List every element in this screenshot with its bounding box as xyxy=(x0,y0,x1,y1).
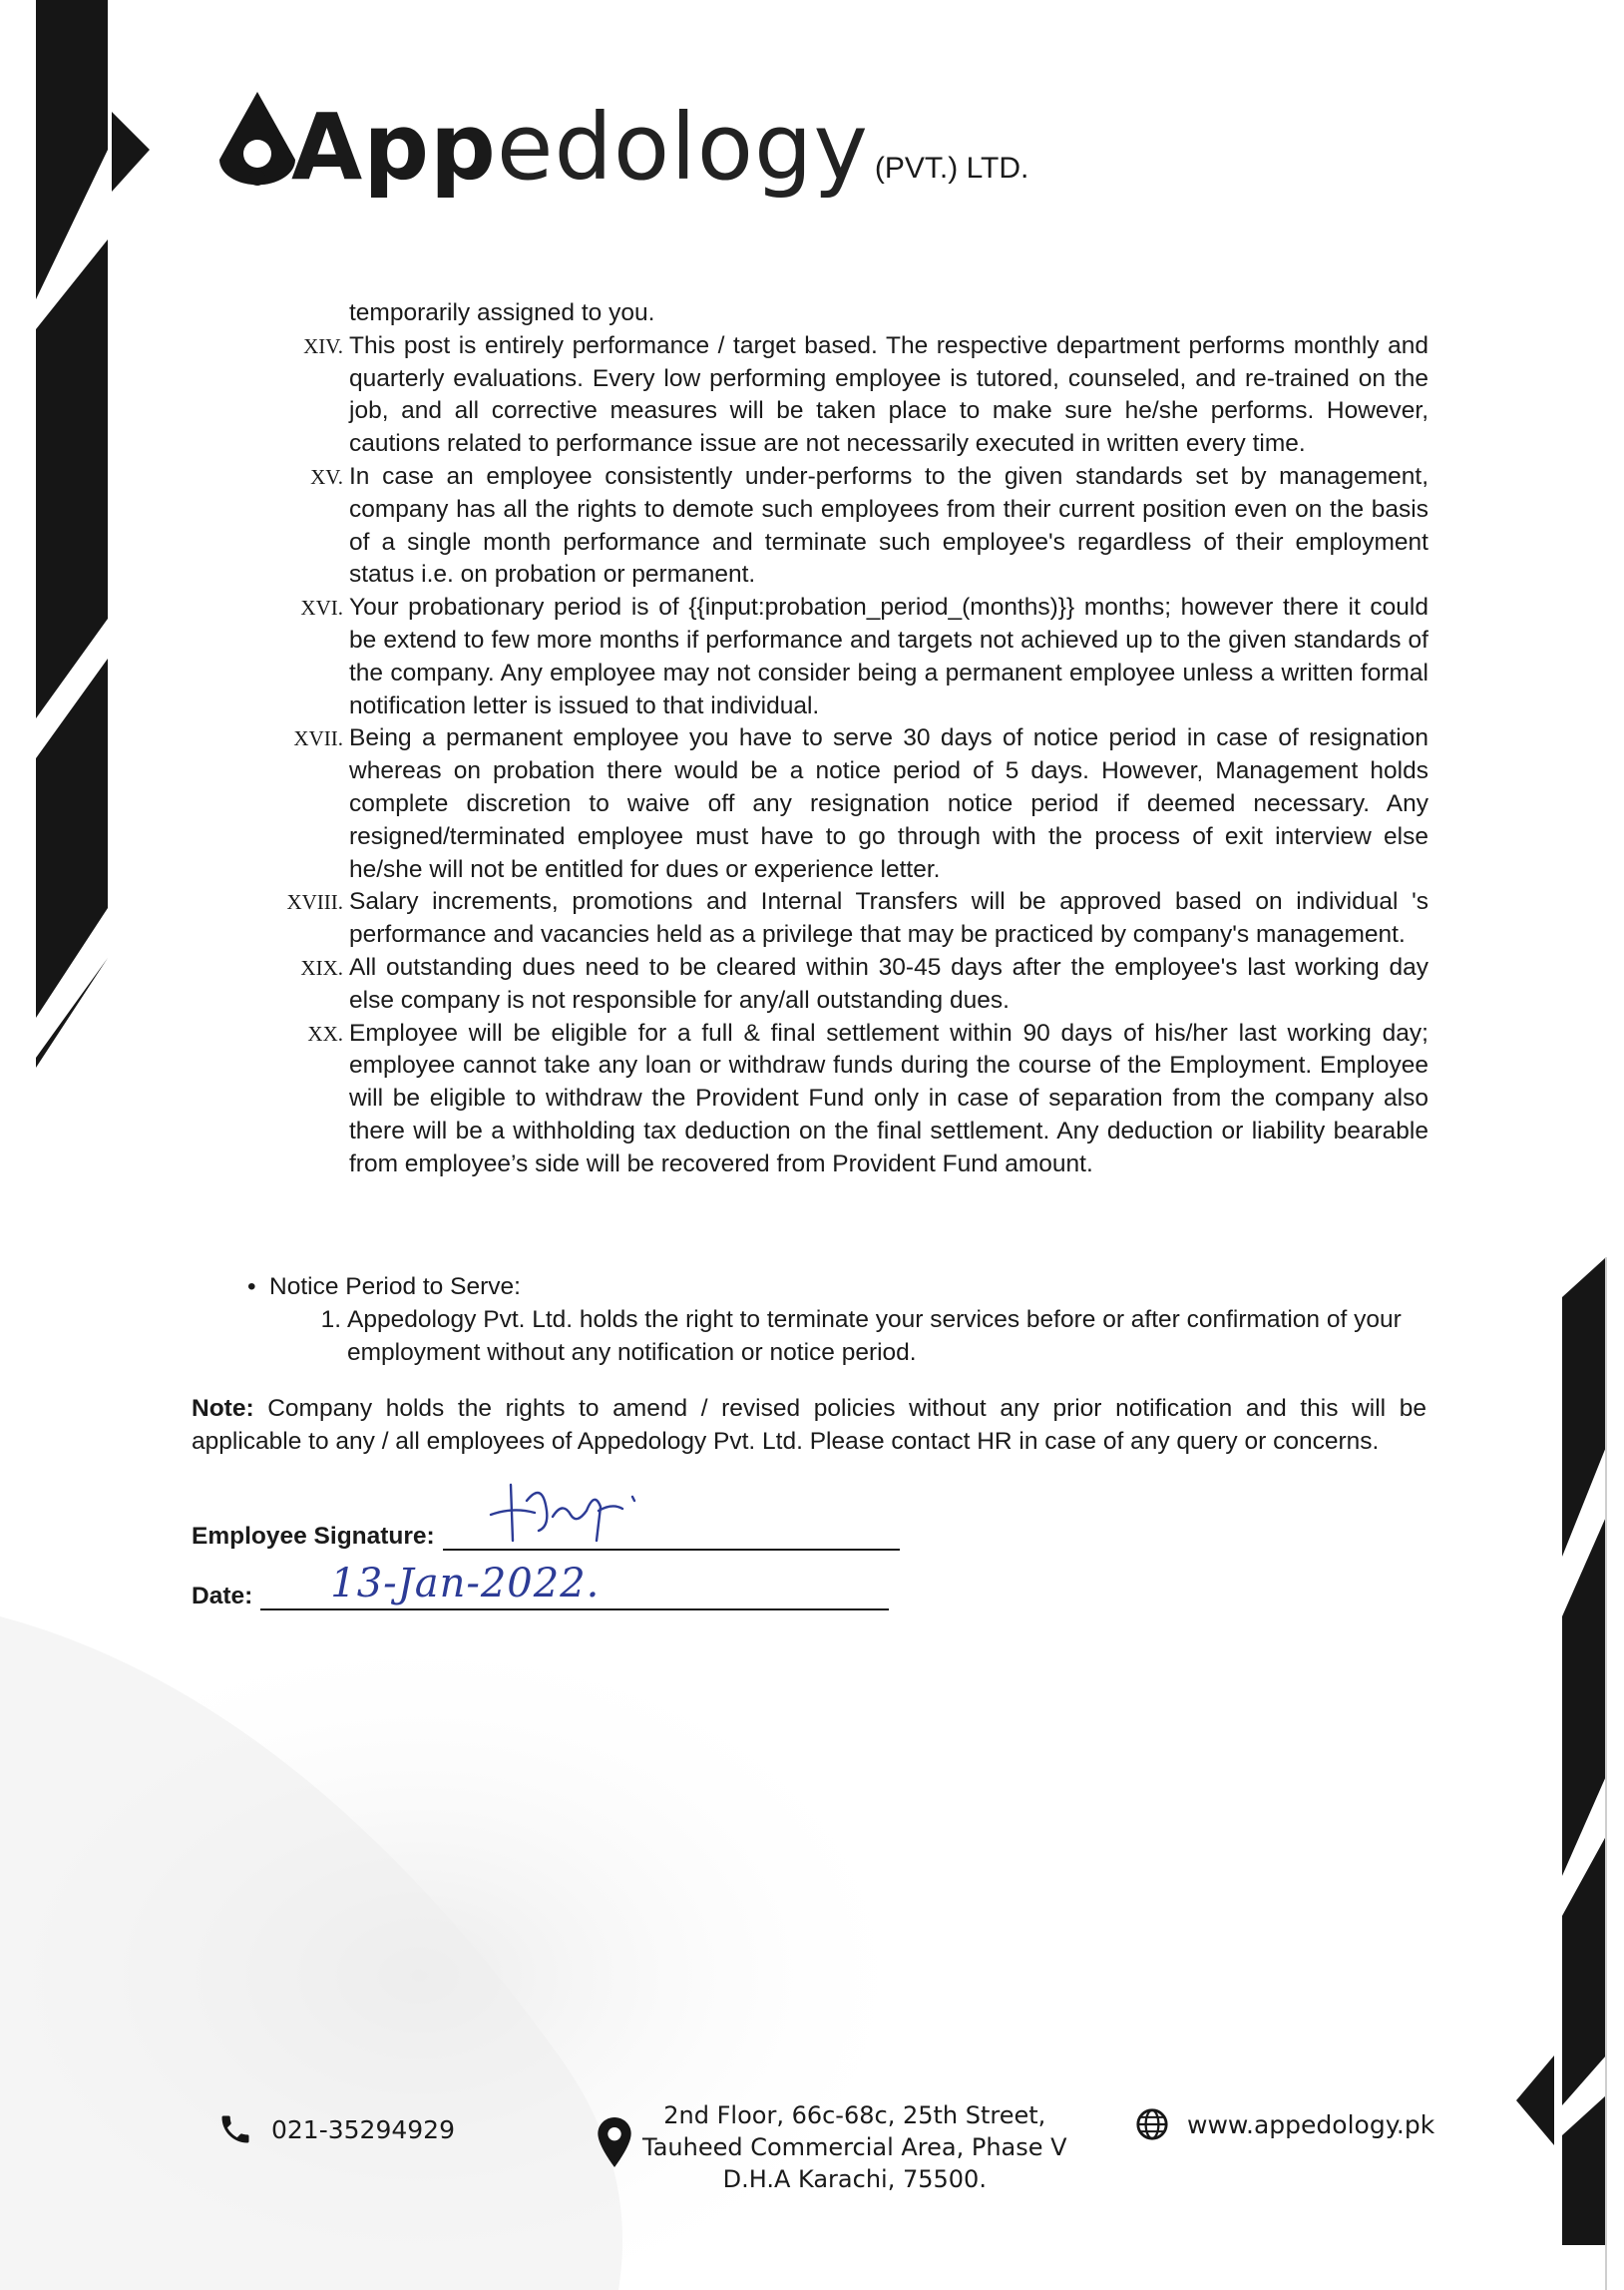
notice-item-text: Appedology Pvt. Ltd. holds the right to terminate your services before or after confirmation of your employment without any notification or notice period. xyxy=(347,1306,1402,1366)
logo-suffix: (PVT.) LTD. xyxy=(874,152,1029,185)
company-logo xyxy=(217,88,1029,201)
globe-icon xyxy=(1135,2107,1169,2141)
clause-list xyxy=(192,297,1428,1181)
clause-item xyxy=(192,722,1428,886)
right-bar-stripe-3 xyxy=(1562,1836,1606,2105)
clause-text: This post is entirely performance / target based. The respective department performs monthly and quarterly evaluations. Every low performing employee is tutored, counseled, and re-trained on the job, and all corrective measures will be taken place to make sure he/she performs. However, cautions related to performance issue are not necessarily executed in written every time. xyxy=(349,331,1428,458)
left-bar-stripe-2 xyxy=(36,659,108,1018)
clause-text: All outstanding dues need to be cleared within 30-45 days after the employee's last working day else company is not responsible for any/all outstanding dues. xyxy=(349,953,1428,1014)
logo-wordmark-thin: edology xyxy=(496,94,869,201)
clause-text: In case an employee consistently under-performs to the given standards set by management, company has all the rights to demote such employees from their current position even on the basis of a single month performance and terminate such employee's regardless of their employment status i.e. on probation or permanent. xyxy=(349,462,1428,589)
location-pin-icon xyxy=(595,2115,634,2169)
clause-continuation: temporarily assigned to you. xyxy=(349,299,655,326)
right-bar-stripe-4 xyxy=(1562,2095,1606,2245)
clause-text: Employee will be eligible for a full & final settlement within 90 days of his/her last working day; employee cannot take any loan or withdraw funds during the course of the Employment. Employee will be eligible to withdraw the Provident Fund only in case of separation from the company also there will be a withholding tax deduction on the final settlement. Any deduction or liability bearable from employee’s side will be recovered from Provident Fund amount. xyxy=(349,1019,1428,1177)
clause-item xyxy=(192,330,1428,461)
note-paragraph xyxy=(192,1392,1426,1458)
clause-item xyxy=(192,886,1428,952)
right-bar-stripe-2 xyxy=(1562,1517,1606,1876)
left-chevron xyxy=(112,112,150,192)
right-bar-stripe-1 xyxy=(1562,1257,1606,1557)
clause-item xyxy=(192,592,1428,722)
address-line-2: Tauheed Commercial Area, Phase V xyxy=(642,2133,1067,2161)
date-row xyxy=(192,1561,889,1610)
clause-number: XVII. xyxy=(293,726,343,751)
bullet-icon: • xyxy=(247,1273,256,1300)
notice-item-number: 1. xyxy=(320,1306,341,1333)
employee-signature-field[interactable] xyxy=(443,1515,900,1551)
notice-heading: Notice Period to Serve: xyxy=(269,1273,521,1300)
clause-number: XIV. xyxy=(303,333,343,358)
phone-icon xyxy=(217,2111,253,2147)
employee-signature-label: Employee Signature: xyxy=(192,1523,435,1550)
footer-address xyxy=(595,2099,1067,2195)
note-label: Note: xyxy=(192,1395,254,1422)
right-chevron xyxy=(1516,2056,1554,2145)
left-bar-stripe-1 xyxy=(36,239,108,718)
clause-item xyxy=(192,1018,1428,1181)
clause-text: Your probationary period is of {{input:probation_period_(months)}} months; however there it could be extend to few more months if performance and targets not achieved up to the given standards of the company. Any employee may not consider being a permanent employee unless a written formal notification letter is issued to that individual. xyxy=(349,594,1428,719)
date-field[interactable] xyxy=(260,1561,889,1610)
note-text: Company holds the rights to amend / revised policies without any prior notification and this will be applicable to any / all employees of Appedology Pvt. Ltd. Please contact HR in case of any query or concerns. xyxy=(192,1395,1426,1455)
clause-item xyxy=(192,952,1428,1018)
clause-number: XV. xyxy=(310,464,343,489)
address-line-3: D.H.A Karachi, 75500. xyxy=(722,2165,987,2193)
notice-item xyxy=(309,1303,1436,1369)
phone-number: 021-35294929 xyxy=(271,2114,455,2144)
clause-number: XIX. xyxy=(300,955,343,980)
logo-wordmark xyxy=(291,94,869,201)
clause-text: Being a permanent employee you have to serve 30 days of notice period in case of resignation whereas on probation there would be a notice period of 5 days. However, Management holds complete discretion to waive off any resignation notice period if deemed necessary. Any resigned/terminated employee must have to go through with the process of exit interview else he/she will not be entitled for dues or experience letter. xyxy=(349,724,1428,883)
footer-phone xyxy=(217,2111,455,2147)
employee-signature-row xyxy=(192,1515,900,1551)
handwritten-signature xyxy=(483,1471,652,1551)
footer-website xyxy=(1135,2107,1434,2141)
logo-mark-icon xyxy=(217,88,297,188)
notice-heading-line xyxy=(247,1270,1436,1303)
clause-text: Salary increments, promotions and Internal Transfers will be approved based on individual 's performance and vacancies held as a privilege that may be practiced by company's management. xyxy=(349,888,1428,949)
clause-item xyxy=(192,461,1428,592)
clause-number: XX. xyxy=(307,1021,343,1046)
date-label: Date: xyxy=(192,1583,253,1609)
website-link[interactable]: www.appedology.pk xyxy=(1187,2109,1435,2139)
clause-number: XVI. xyxy=(300,596,343,621)
logo-wordmark-bold: App xyxy=(291,94,497,201)
clause-number: XVIII. xyxy=(286,890,343,915)
date-value: 13-Jan-2022. xyxy=(330,1561,601,1606)
address-text xyxy=(642,2099,1067,2195)
notice-section xyxy=(247,1270,1436,1369)
address-line-1: 2nd Floor, 66c-68c, 25th Street, xyxy=(663,2101,1046,2129)
